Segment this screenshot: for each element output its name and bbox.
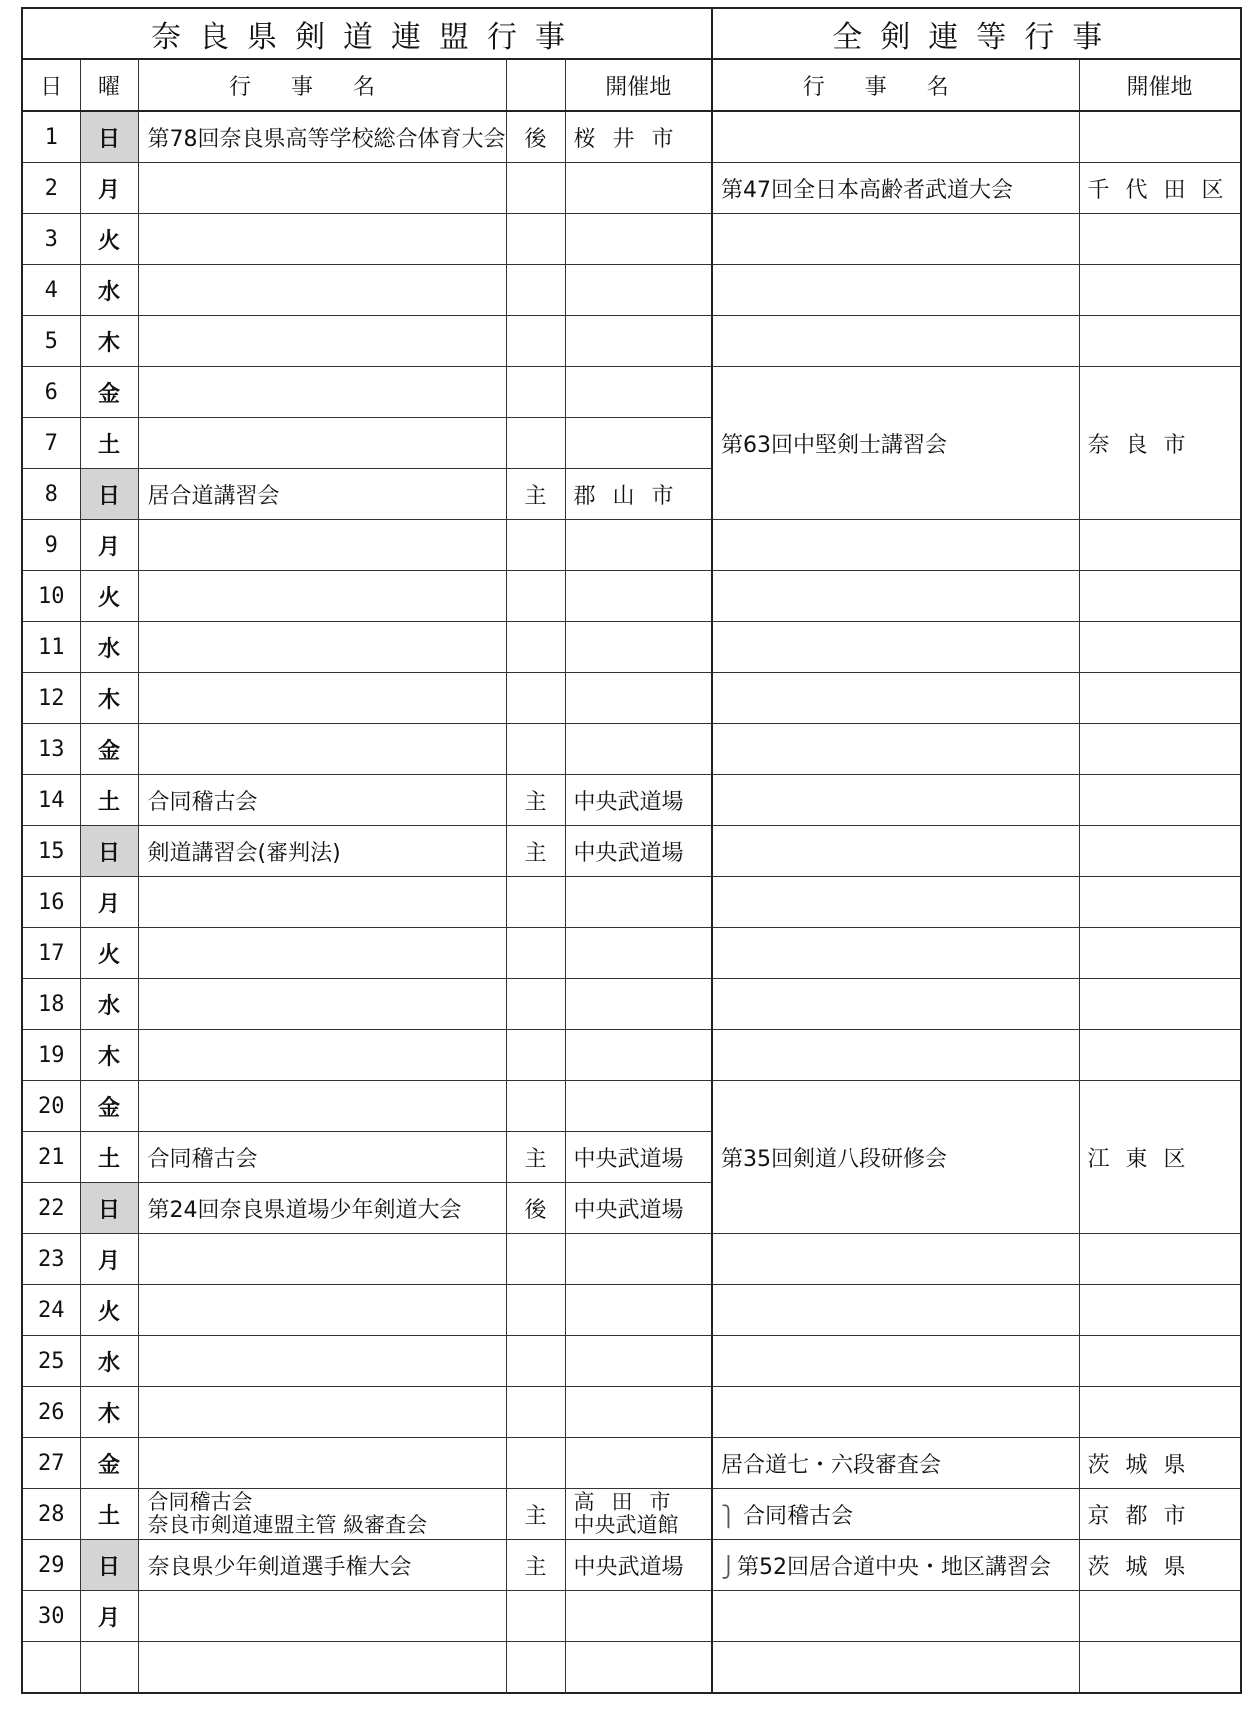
event-name: 奈良県少年剣道選手権大会: [138, 1540, 506, 1591]
national-event-venue: [1079, 316, 1241, 367]
organizer-mark: [506, 1081, 565, 1132]
weekday: 水: [80, 622, 138, 673]
national-event-name: [712, 316, 1079, 367]
organizer-mark: 主: [506, 469, 565, 520]
event-name: [138, 520, 506, 571]
table-row: [22, 214, 1241, 265]
national-event-venue: [1079, 1285, 1241, 1336]
event-venue: [565, 877, 712, 928]
table-row: [22, 1030, 1241, 1081]
national-event-venue: 京都市: [1079, 1489, 1241, 1540]
event-venue: [565, 214, 712, 265]
organizer-mark: [506, 1234, 565, 1285]
schedule-sheet: [21, 7, 1242, 1694]
weekday: 土: [80, 1132, 138, 1183]
event-venue: 中央武道場: [565, 826, 712, 877]
weekday: 日: [80, 1183, 138, 1234]
national-event-name: [712, 1540, 1079, 1591]
day-number: 11: [22, 622, 80, 673]
national-event-name: [712, 775, 1079, 826]
weekday: 金: [80, 1438, 138, 1489]
national-event-venue: [1079, 877, 1241, 928]
table-row: [22, 622, 1241, 673]
day-number: 24: [22, 1285, 80, 1336]
day-number: 1: [22, 111, 80, 163]
weekday: 月: [80, 1234, 138, 1285]
table-row: [22, 928, 1241, 979]
event-name: [138, 1387, 506, 1438]
organizer-mark: 後: [506, 111, 565, 163]
organizer-mark: [506, 1591, 565, 1642]
day-number: 3: [22, 214, 80, 265]
organizer-mark: [506, 877, 565, 928]
event-venue: [565, 1642, 712, 1694]
day-number: 7: [22, 418, 80, 469]
weekday: [80, 1642, 138, 1694]
national-event-venue: [1079, 1336, 1241, 1387]
national-event-name: [712, 214, 1079, 265]
event-venue: [565, 367, 712, 418]
event-venue: [565, 979, 712, 1030]
event-name: 剣道講習会(審判法): [138, 826, 506, 877]
col-header-mark: [506, 59, 565, 111]
national-event-name: [712, 1591, 1079, 1642]
national-event-name: [712, 826, 1079, 877]
organizer-mark: 主: [506, 826, 565, 877]
day-number: 15: [22, 826, 80, 877]
table-row: [22, 316, 1241, 367]
day-number: 5: [22, 316, 80, 367]
weekday: 土: [80, 1489, 138, 1540]
table-row: [22, 1081, 1241, 1132]
national-event-venue: 千代田区: [1079, 163, 1241, 214]
day-number: 22: [22, 1183, 80, 1234]
table-row: [22, 367, 1241, 418]
weekday: 日: [80, 469, 138, 520]
organizer-mark: [506, 979, 565, 1030]
table-row: [22, 111, 1241, 163]
national-event-name: [712, 724, 1079, 775]
event-venue: [565, 418, 712, 469]
col-header-event-national: 行事名: [712, 59, 1079, 111]
national-event-name: [712, 1234, 1079, 1285]
national-event-venue: [1079, 111, 1241, 163]
event-venue: [565, 1234, 712, 1285]
event-name: [138, 1489, 506, 1540]
event-name: [138, 877, 506, 928]
national-event-venue: [1079, 1387, 1241, 1438]
day-number: 2: [22, 163, 80, 214]
event-name: 第78回奈良県高等学校総合体育大会: [138, 111, 506, 163]
event-venue: [565, 724, 712, 775]
national-event-venue: [1079, 265, 1241, 316]
venue-line: 中央武道館: [573, 1513, 679, 1537]
table-row: [22, 673, 1241, 724]
weekday: 月: [80, 520, 138, 571]
organizer-mark: 主: [506, 1132, 565, 1183]
national-event-name: [712, 1030, 1079, 1081]
organizer-mark: [506, 163, 565, 214]
event-venue: [565, 1438, 712, 1489]
event-name: [138, 1591, 506, 1642]
event-venue: [565, 622, 712, 673]
day-number: 28: [22, 1489, 80, 1540]
event-name: [138, 367, 506, 418]
table-row: [22, 1489, 1241, 1540]
event-venue: [565, 1591, 712, 1642]
event-venue: [565, 265, 712, 316]
national-event-venue: [1079, 1642, 1241, 1694]
organizer-mark: [506, 1438, 565, 1489]
national-event-venue: [1079, 673, 1241, 724]
day-number: 6: [22, 367, 80, 418]
national-event-name: [712, 1336, 1079, 1387]
national-event-venue: 江東区: [1079, 1081, 1241, 1234]
event-venue: [565, 1336, 712, 1387]
national-event-text: 第52回居合道中央・地区講習会: [737, 1554, 1051, 1580]
event-name: [138, 316, 506, 367]
event-line: 合同稽古会: [147, 1490, 253, 1514]
day-number: 17: [22, 928, 80, 979]
national-event-venue: [1079, 1030, 1241, 1081]
event-name: [138, 1438, 506, 1489]
weekday: 水: [80, 1336, 138, 1387]
table-row: [22, 1234, 1241, 1285]
national-event-name: 第63回中堅剣士講習会: [712, 367, 1079, 520]
day-number: 18: [22, 979, 80, 1030]
event-name: 合同稽古会: [138, 1132, 506, 1183]
national-event-text: 合同稽古会: [743, 1503, 854, 1529]
weekday: 水: [80, 979, 138, 1030]
day-number: 9: [22, 520, 80, 571]
national-event-venue: [1079, 214, 1241, 265]
event-venue: [565, 928, 712, 979]
day-number: 27: [22, 1438, 80, 1489]
weekday: 日: [80, 111, 138, 163]
day-number: 20: [22, 1081, 80, 1132]
event-name: 居合道講習会: [138, 469, 506, 520]
event-venue: [565, 571, 712, 622]
national-event-venue: [1079, 1234, 1241, 1285]
national-event-venue: [1079, 724, 1241, 775]
event-name: [138, 265, 506, 316]
day-number: 8: [22, 469, 80, 520]
day-number: [22, 1642, 80, 1694]
event-venue: [565, 1387, 712, 1438]
table-row: [22, 979, 1241, 1030]
organizer-mark: [506, 622, 565, 673]
day-number: 14: [22, 775, 80, 826]
organizer-mark: [506, 673, 565, 724]
weekday: 土: [80, 418, 138, 469]
national-event-venue: 茨城県: [1079, 1540, 1241, 1591]
event-name: [138, 418, 506, 469]
day-number: 12: [22, 673, 80, 724]
event-venue: 郡山市: [565, 469, 712, 520]
event-name: [138, 673, 506, 724]
organizer-mark: [506, 571, 565, 622]
organizer-mark: [506, 367, 565, 418]
organizer-mark: [506, 928, 565, 979]
national-event-name: 居合道七・六段審査会: [712, 1438, 1079, 1489]
weekday: 木: [80, 673, 138, 724]
table-row: [22, 1336, 1241, 1387]
table-row: [22, 163, 1241, 214]
event-venue: [565, 1030, 712, 1081]
schedule-table: [21, 7, 1242, 1694]
organizer-mark: [506, 1642, 565, 1694]
national-event-venue: [1079, 520, 1241, 571]
event-venue: [565, 1489, 712, 1540]
weekday: 月: [80, 1591, 138, 1642]
day-number: 4: [22, 265, 80, 316]
event-name: [138, 163, 506, 214]
organizer-mark: [506, 1030, 565, 1081]
table-row: [22, 1285, 1241, 1336]
day-number: 23: [22, 1234, 80, 1285]
weekday: 水: [80, 265, 138, 316]
table-row: [22, 775, 1241, 826]
event-venue: [565, 673, 712, 724]
day-number: 25: [22, 1336, 80, 1387]
national-event-name: [712, 571, 1079, 622]
national-event-venue: [1079, 928, 1241, 979]
event-name: [138, 979, 506, 1030]
event-line: 奈良市剣道連盟主管 級審査会: [147, 1513, 428, 1537]
weekday: 月: [80, 877, 138, 928]
brace-mark: ⎫: [721, 1503, 736, 1528]
organizer-mark: [506, 265, 565, 316]
table-row: [22, 265, 1241, 316]
event-name: 第24回奈良県道場少年剣道大会: [138, 1183, 506, 1234]
col-header-weekday: 曜: [80, 59, 138, 111]
table-row: [22, 1591, 1241, 1642]
event-name: [138, 928, 506, 979]
national-event-name: [712, 979, 1079, 1030]
national-event-name: 第35回剣道八段研修会: [712, 1081, 1079, 1234]
day-number: 13: [22, 724, 80, 775]
table-row: [22, 571, 1241, 622]
event-venue: 桜井市: [565, 111, 712, 163]
weekday: 木: [80, 1387, 138, 1438]
table-row: [22, 724, 1241, 775]
day-number: 21: [22, 1132, 80, 1183]
col-header-venue: 開催地: [565, 59, 712, 111]
event-name: 合同稽古会: [138, 775, 506, 826]
col-header-venue-national: 開催地: [1079, 59, 1241, 111]
national-event-name: [712, 1387, 1079, 1438]
day-number: 30: [22, 1591, 80, 1642]
organizer-mark: 主: [506, 775, 565, 826]
national-event-name: [712, 1285, 1079, 1336]
national-event-venue: 奈良市: [1079, 367, 1241, 520]
weekday: 金: [80, 367, 138, 418]
table-row: [22, 1540, 1241, 1591]
event-venue: 中央武道場: [565, 1183, 712, 1234]
weekday: 火: [80, 571, 138, 622]
weekday: 金: [80, 724, 138, 775]
organizer-mark: 後: [506, 1183, 565, 1234]
national-event-venue: [1079, 826, 1241, 877]
event-venue: [565, 1081, 712, 1132]
national-event-venue: [1079, 775, 1241, 826]
national-event-name: [712, 622, 1079, 673]
weekday: 金: [80, 1081, 138, 1132]
event-name: [138, 1234, 506, 1285]
national-event-name: 第47回全日本高齢者武道大会: [712, 163, 1079, 214]
venue-line: 高田市: [573, 1490, 688, 1514]
event-venue: 中央武道場: [565, 1540, 712, 1591]
event-venue: [565, 520, 712, 571]
table-row: [22, 826, 1241, 877]
weekday: 火: [80, 1285, 138, 1336]
event-name: [138, 571, 506, 622]
national-event-venue: [1079, 1591, 1241, 1642]
organizer-mark: [506, 1387, 565, 1438]
weekday: 土: [80, 775, 138, 826]
event-name: [138, 1081, 506, 1132]
national-event-venue: [1079, 979, 1241, 1030]
organizer-mark: 主: [506, 1540, 565, 1591]
national-event-name: [712, 673, 1079, 724]
day-number: 26: [22, 1387, 80, 1438]
national-event-name: [712, 1642, 1079, 1694]
national-event-venue: 茨城県: [1079, 1438, 1241, 1489]
brace-mark: ⎭: [721, 1554, 736, 1579]
right-section-title: 全剣連等行事: [712, 8, 1241, 59]
table-row: [22, 1642, 1241, 1694]
weekday: 火: [80, 928, 138, 979]
weekday: 木: [80, 1030, 138, 1081]
event-venue: 中央武道場: [565, 1132, 712, 1183]
weekday: 日: [80, 1540, 138, 1591]
organizer-mark: [506, 520, 565, 571]
event-name: [138, 1642, 506, 1694]
organizer-mark: [506, 1285, 565, 1336]
organizer-mark: [506, 214, 565, 265]
event-venue: [565, 163, 712, 214]
event-venue: [565, 316, 712, 367]
national-event-name: [712, 111, 1079, 163]
event-name: [138, 724, 506, 775]
day-number: 16: [22, 877, 80, 928]
table-row: [22, 520, 1241, 571]
table-row: [22, 1438, 1241, 1489]
weekday: 木: [80, 316, 138, 367]
table-row: [22, 877, 1241, 928]
national-event-venue: [1079, 571, 1241, 622]
event-name: [138, 1336, 506, 1387]
left-section-title: 奈良県剣道連盟行事: [22, 8, 712, 59]
organizer-mark: [506, 316, 565, 367]
organizer-mark: 主: [506, 1489, 565, 1540]
day-number: 19: [22, 1030, 80, 1081]
event-name: [138, 214, 506, 265]
organizer-mark: [506, 1336, 565, 1387]
event-name: [138, 1285, 506, 1336]
event-name: [138, 622, 506, 673]
national-event-name: [712, 1489, 1079, 1540]
weekday: 日: [80, 826, 138, 877]
weekday: 火: [80, 214, 138, 265]
schedule-rows: [22, 111, 1241, 1693]
col-header-event: 行事名: [138, 59, 506, 111]
national-event-name: [712, 877, 1079, 928]
national-event-venue: [1079, 622, 1241, 673]
organizer-mark: [506, 724, 565, 775]
weekday: 月: [80, 163, 138, 214]
day-number: 10: [22, 571, 80, 622]
event-venue: [565, 1285, 712, 1336]
event-name: [138, 1030, 506, 1081]
col-header-day: 日: [22, 59, 80, 111]
national-event-name: [712, 520, 1079, 571]
national-event-name: [712, 265, 1079, 316]
day-number: 29: [22, 1540, 80, 1591]
table-row: [22, 1387, 1241, 1438]
event-venue: 中央武道場: [565, 775, 712, 826]
national-event-name: [712, 928, 1079, 979]
organizer-mark: [506, 418, 565, 469]
